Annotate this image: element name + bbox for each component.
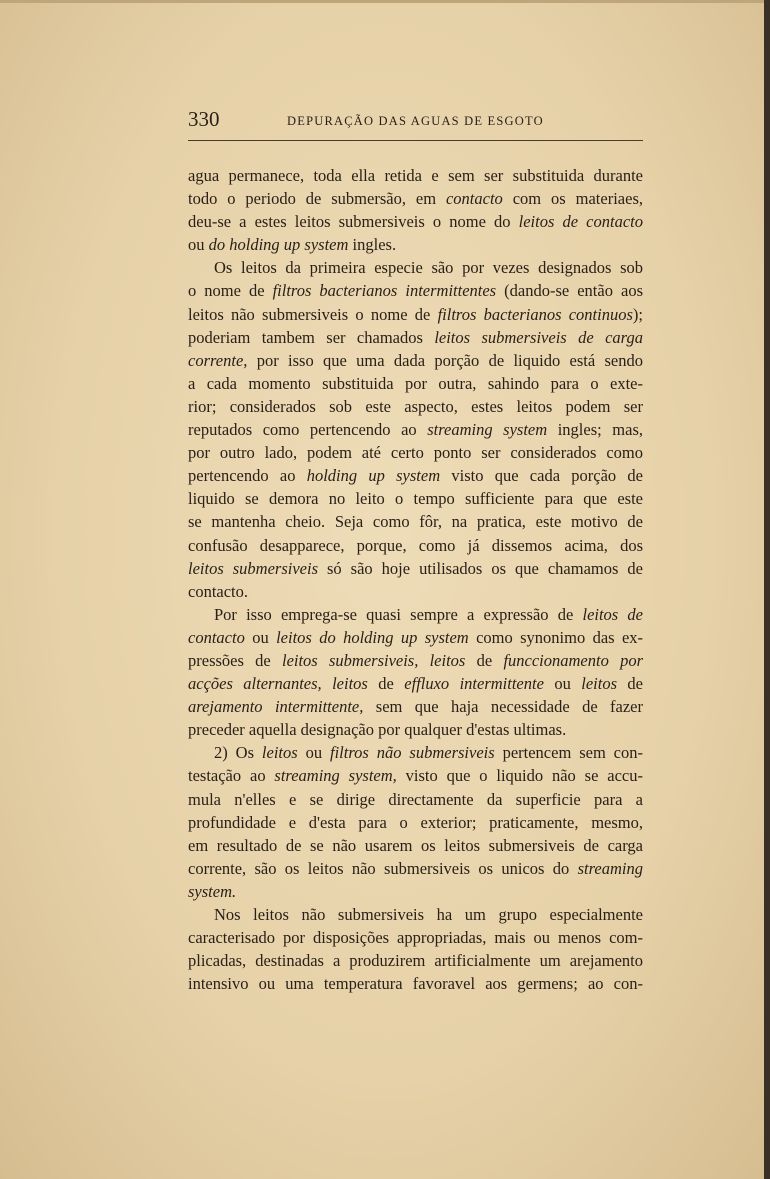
text-line: plicadas, destinadas a produzirem artificialmente um arejamento: [188, 951, 643, 971]
text-line: todo o periodo de submersão, em contacto com os materiaes,: [188, 189, 643, 209]
text-line: corrente, são os leitos não submersiveis os unicos do streaming: [188, 858, 643, 878]
body-text: [188, 164, 643, 995]
header-rule: [188, 140, 643, 141]
text-line: se mantenha cheio. Seja como fôr, na pratica, este motivo de: [188, 512, 643, 532]
text-line: contacto.: [188, 581, 249, 601]
text-line: testação ao streaming system, visto que o liquido não se accu-: [188, 766, 643, 786]
text-line: arejamento intermittente, sem que haja necessidade de fazer: [188, 697, 643, 717]
text-line: em resultado de se não usarem os leitos submersiveis de carga: [188, 835, 643, 855]
page-right-edge: [764, 0, 770, 1179]
text-line: leitos não submersiveis o nome de filtros bacterianos continuos);: [188, 304, 643, 324]
text-line: a cada momento substituida por outra, sahindo para o exte-: [188, 373, 643, 393]
text-line: preceder aquella designação por qualquer d'estas ultimas.: [188, 720, 567, 740]
text-line: leitos submersiveis só são hoje utilisados os que chamamos de: [188, 558, 643, 578]
text-line: por outro lado, podem até certo ponto ser considerados como: [188, 443, 643, 463]
page-top-edge: [0, 0, 770, 3]
text-line: Por isso emprega-se quasi sempre a expressão de leitos de: [214, 604, 643, 624]
text-line: acções alternantes, leitos de effluxo intermittente ou leitos de: [188, 674, 644, 694]
text-line: Nos leitos não submersiveis ha um grupo especialmente: [214, 905, 643, 924]
text-line: liquido se demora no leito o tempo sufficiente para que este: [188, 489, 643, 509]
text-line: agua permanece, toda ella retida e sem ser substituida durante: [188, 166, 643, 185]
text-line: system.: [188, 881, 237, 901]
page-header: [188, 106, 643, 136]
text-line: caracterisado por disposições appropriadas, mais ou menos com-: [188, 928, 643, 948]
text-line: deu-se a estes leitos submersiveis o nome do leitos de contacto: [188, 212, 643, 232]
text-line: 2) Os leitos ou filtros não submersiveis pertencem sem con-: [214, 743, 644, 763]
page-number: 330: [188, 107, 220, 131]
text-line: profundidade e d'esta para o exterior; praticamente, mesmo,: [188, 812, 643, 832]
text-line: o nome de filtros bacterianos intermittentes (dando-se então aos: [188, 281, 643, 301]
text-line: corrente, por isso que uma dada porção de liquido está sendo: [188, 350, 643, 370]
text-line: mula n'elles e se dirige directamente da superficie para a: [188, 789, 643, 809]
text-line: reputados como pertencendo ao streaming system ingles; mas,: [188, 420, 643, 440]
text-line: ou do holding up system ingles.: [188, 235, 397, 255]
running-title: DEPURAÇÃO DAS AGUAS DE ESGOTO: [287, 114, 544, 128]
text-line: Os leitos da primeira especie são por vezes designados sob: [214, 258, 643, 278]
text-line: rior; considerados sob este aspecto, estes leitos podem ser: [188, 396, 643, 416]
text-line: confusão desapparece, porque, como já dissemos acima, dos: [188, 535, 643, 555]
text-line: intensivo ou uma temperatura favoravel aos germens; ao con-: [188, 974, 643, 994]
text-line: pertencendo ao holding up system visto que cada porção de: [188, 466, 643, 486]
text-line: pressões de leitos submersiveis, leitos de funccionamento por: [188, 650, 643, 670]
text-line: contacto ou leitos do holding up system como synonimo das ex-: [188, 627, 644, 647]
text-line: poderiam tambem ser chamados leitos submersiveis de carga: [188, 327, 643, 347]
